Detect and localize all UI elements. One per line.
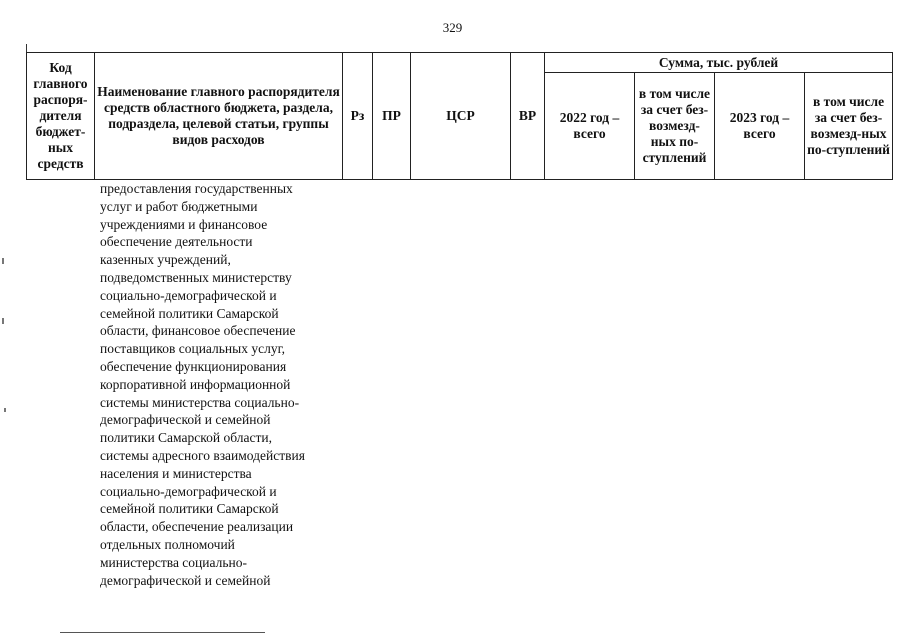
header-2022-free: в том числе за счет без-возмезд-ных по-ступлений <box>635 73 715 180</box>
header-sum-group: Сумма, тыс. рублей <box>545 53 893 73</box>
scan-speck <box>2 318 4 324</box>
footer-rule <box>60 632 265 633</box>
expense-description: предоставления государственных услуг и работ бюджетными учреждениями и финансовое обеспечение деятельности казенных учреждений, подведомственных министерству социально-демографической и семейной политики Самарской области, финансовое обеспечение поставщиков социальных услуг, обеспечение функционирования корпоративной информационной системы министерства социально- демографической и семейной политики Самарской области, системы адресного взаимодействия населения и министерства социально-демографической и семейной политики Самарской области, обеспечение реализации отдельных полномочий министерства социально- демографической и семейной <box>100 181 305 588</box>
scan-speck <box>2 258 4 264</box>
header-pr: ПР <box>373 53 411 180</box>
header-vr: ВР <box>511 53 545 180</box>
page-number: 329 <box>442 20 463 35</box>
scan-speck <box>4 408 6 412</box>
header-2023-free: в том числе за счет без-возмезд-ных по-ступлений <box>805 73 893 180</box>
header-2022-total: 2022 год – всего <box>545 73 635 180</box>
header-code: Код главного распоря-дителя бюджет-ных средств <box>27 53 95 180</box>
header-csr: ЦСР <box>411 53 511 180</box>
header-2023-total: 2023 год – всего <box>715 73 805 180</box>
header-rz: Рз <box>343 53 373 180</box>
budget-header-table <box>26 52 893 180</box>
header-name: Наименование главного распорядителя средств областного бюджета, раздела, подраздела, целевой статьи, группы видов расходов <box>95 53 343 180</box>
